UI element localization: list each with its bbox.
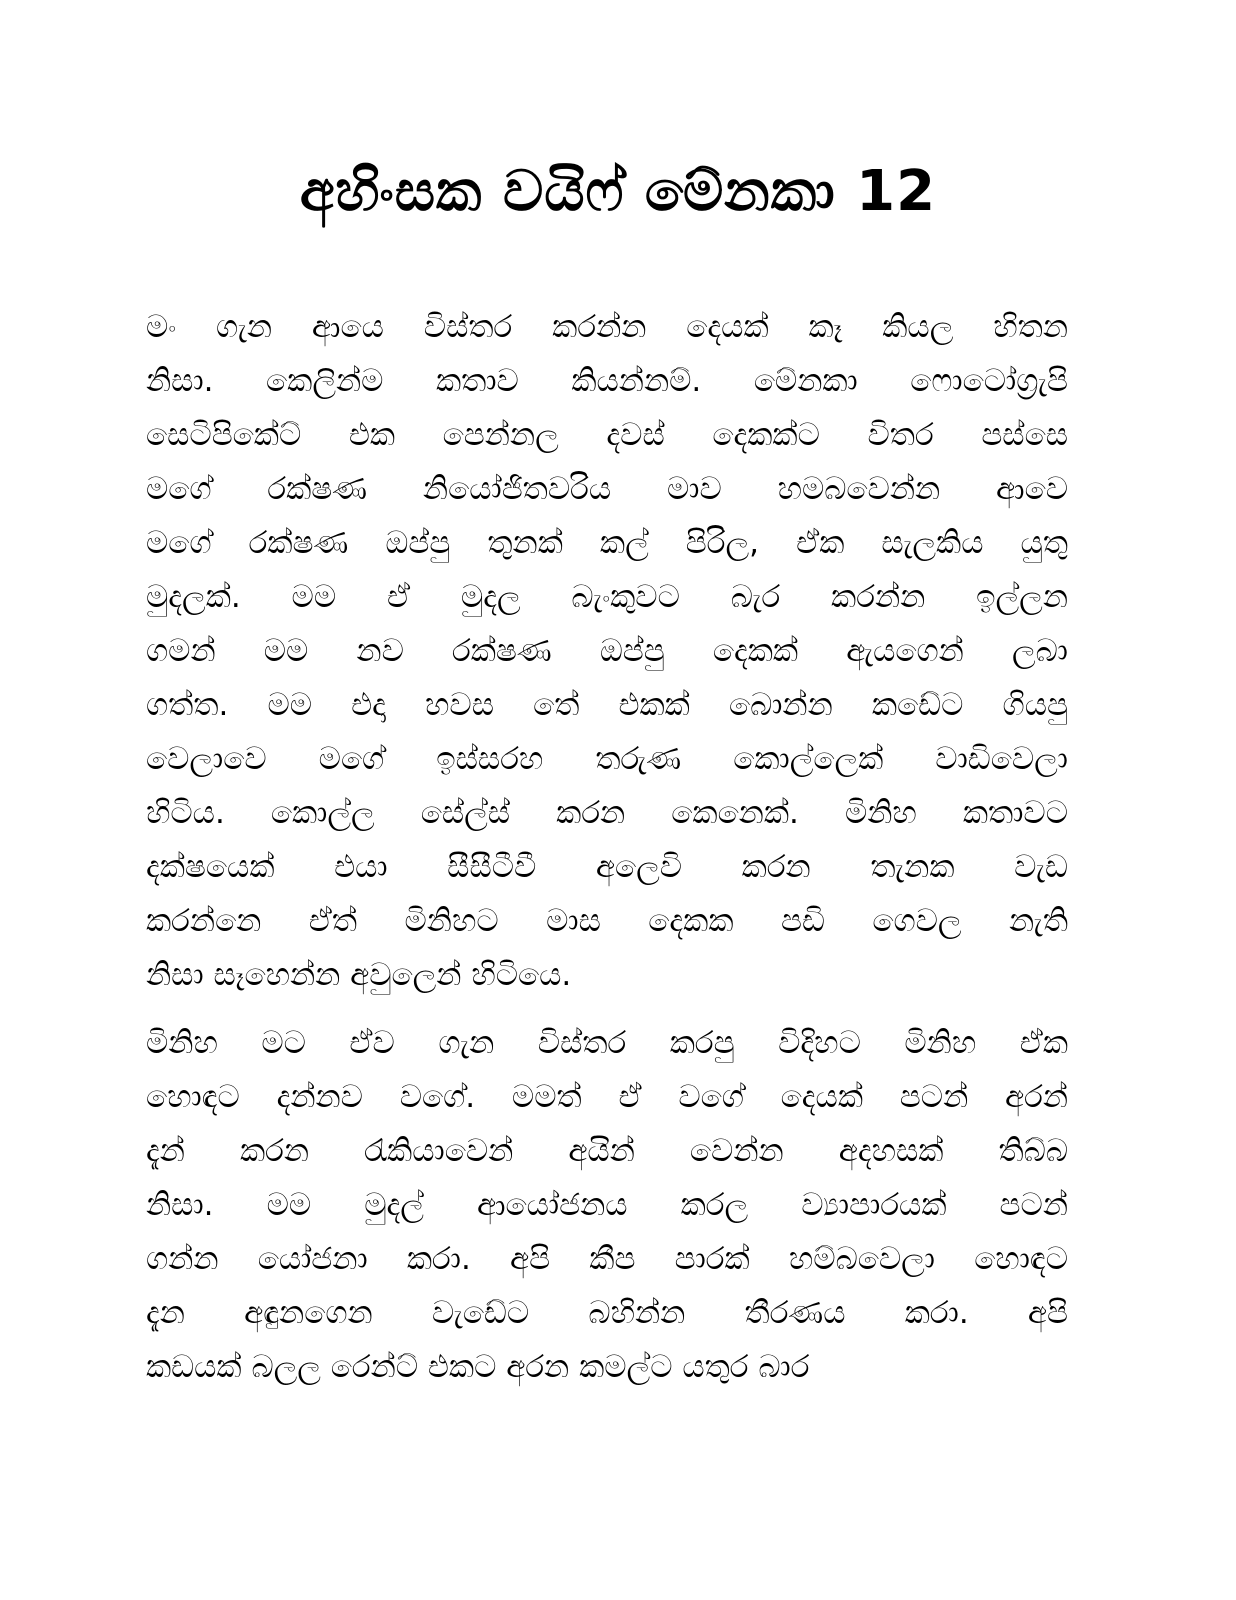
text-line: නිසා සෑහෙන්න අවුලෙන් හිටියෙ.: [146, 957, 572, 993]
text-line: මගේ රක්ෂණ ඔප්පු තුනක් කල් පිරිල, ඒක සැලකිය යුතු: [146, 525, 1068, 561]
text-line: කරන්නෙ ඒත් මිනිහට මාස දෙකක පඩි ගෙවල නැති: [146, 903, 1068, 939]
text-line: හිටිය. කොල්ල සේල්ස් කරන කෙනෙක්. මිනිහ කතාවට: [146, 795, 1068, 831]
text-line: දැන් කරන රැකියාවෙන් අයින් වෙන්න අදහසක් තිබ්බ: [146, 1133, 1068, 1169]
text-line: මං ගැන ආයෙ විස්තර කරන්න දෙයක් කෑ කියල හිතන: [146, 309, 1068, 345]
text-line: කඩයක් බලල රෙන්ට් එකට අරන කමල්ට යතුර බාර: [146, 1349, 810, 1385]
paragraph-1: [146, 300, 1068, 1002]
body-text: [146, 300, 1068, 1408]
page-title: අහිංසක වයිෆ් මේනකා 12: [299, 159, 937, 224]
text-line: නිසා. කෙලින්ම කතාව කියන්නම්. මේනකා ෆොටෝග්‍රැපි: [146, 363, 1068, 399]
text-line: ගමන් මම නව රක්ෂණ ඔප්පු දෙකක් ඇයගෙන් ලබා: [146, 633, 1068, 669]
text-line: මිනිහ මට ඒව ගැන විස්තර කරපු විදිහට මිනිහ ඒක: [146, 1025, 1068, 1061]
paragraph-2: [146, 1016, 1068, 1394]
text-line: මගේ රක්ෂණ නියෝජිතවරිය මාව හමබවෙන්න ආවෙ: [146, 471, 1068, 507]
text-line: ගන්න යෝජනා කරා. අපි කීප පාරක් හම්බවෙලා හොඳට: [146, 1241, 1068, 1277]
text-line: දැන අඳුනගෙන වැඩේට බහින්න තීරණය කරා. අපි: [146, 1295, 1068, 1331]
text-line: නිසා. මම මුදල් ආයෝජනය කරල ව්‍යාපාරයක් පටන්: [146, 1187, 1068, 1223]
text-line: දක්ෂයෙක් එයා සීසීටීවී අලෙවි කරන තැනක වැඩ: [146, 849, 1068, 885]
text-line: ගත්ත. මම එදා හවස තේ එකක් බොන්න කඩේට ගියපු: [146, 687, 1068, 723]
text-line: සෙටිපිකේට් එක පෙන්නල දවස් දෙකක්ට විතර පස්සෙ: [146, 417, 1068, 453]
text-line: වෙලාවෙ මගේ ඉස්සරහ තරුණ කොල්ලෙක් වාඩිවෙලා: [146, 741, 1068, 777]
text-line: මුදලක්. මම ඒ මුදල බැංකුවට බැර කරන්න ඉල්ලන: [146, 579, 1068, 615]
text-line: හොඳට දන්නව වගේ. මමත් ඒ වගේ දෙයක් පටන් අරන්: [146, 1079, 1068, 1115]
